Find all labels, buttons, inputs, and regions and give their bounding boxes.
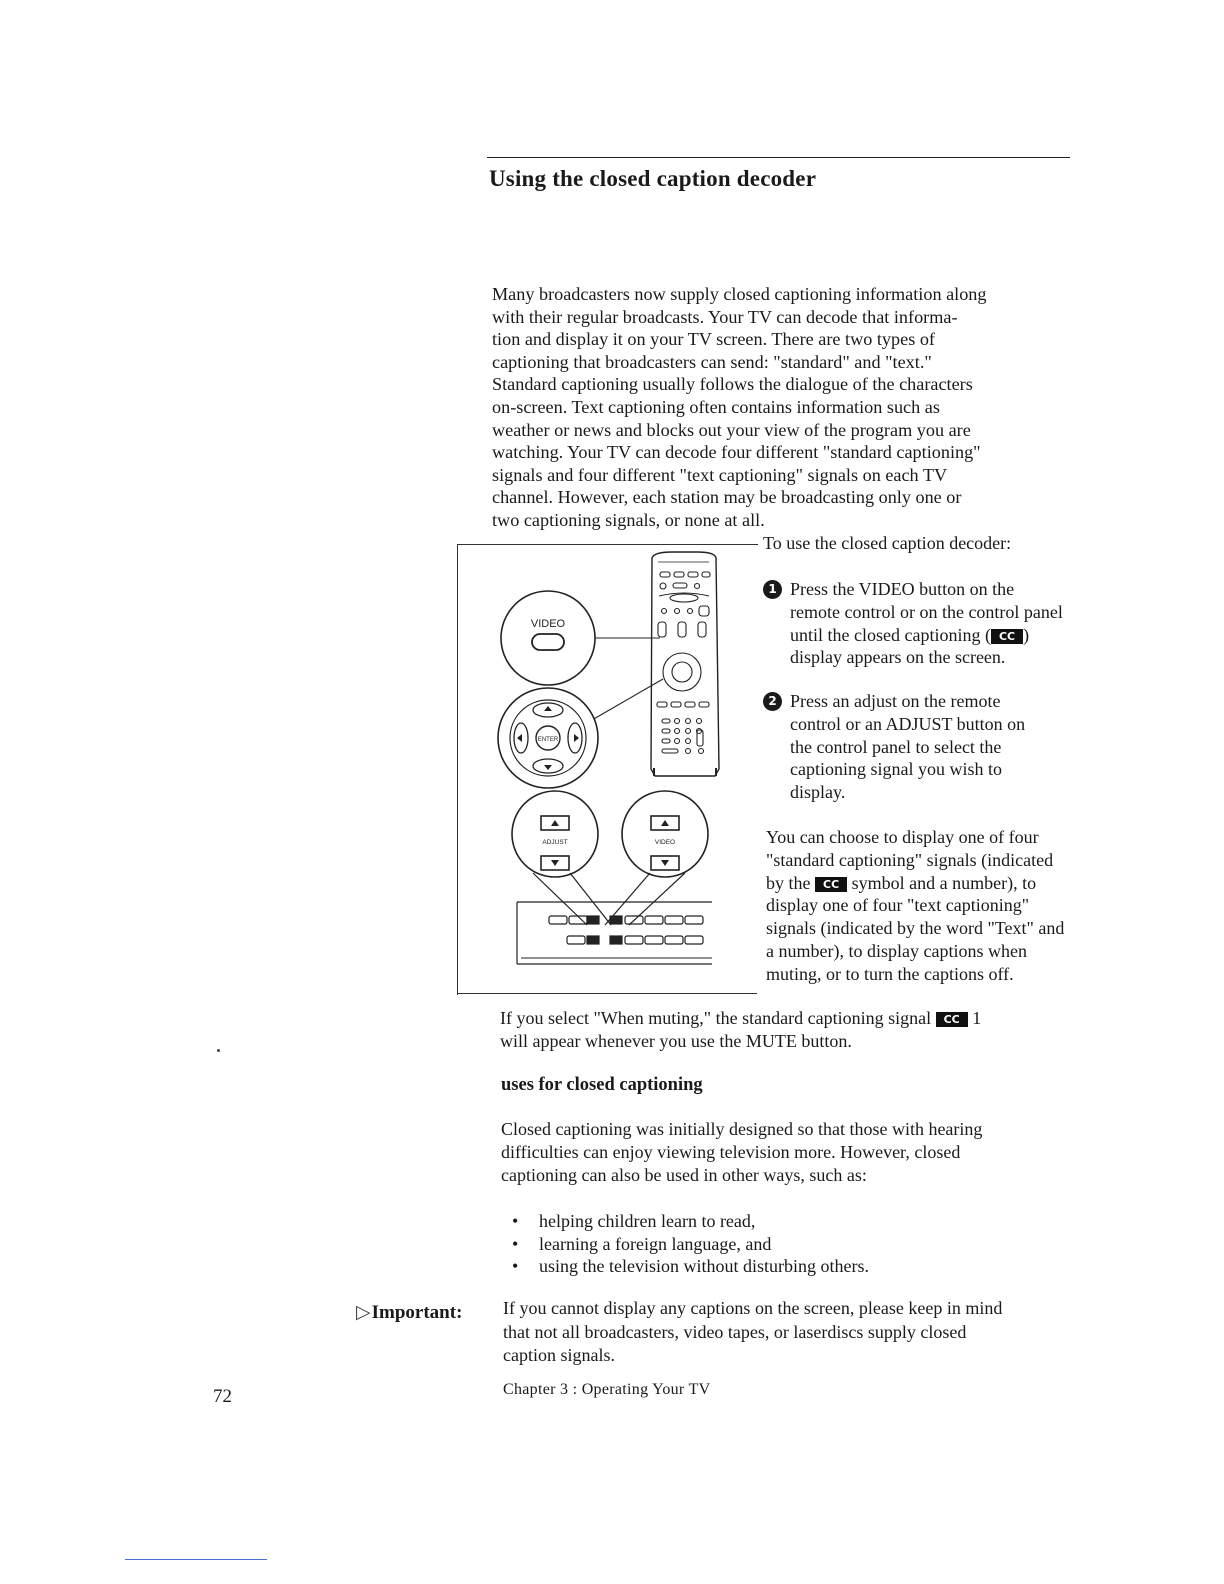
step-line: remote control or on the control panel [790,601,1063,622]
step-line: the control panel to select the [790,736,1002,757]
step-number-badge: 2 [763,692,782,711]
muting-line-part: 1 [967,1008,982,1028]
cc-icon: CC [815,877,847,892]
muting-paragraph [500,1007,981,1053]
step-1-text [790,578,1120,669]
intro-line: channel. However, each station may be broadcasting only one or [492,487,962,508]
adjust-button-label: ADJUST [542,839,568,846]
intro-line: tion and display it on your TV screen. There are two types of [492,329,935,350]
caption-options-paragraph [766,826,1116,986]
video-button-label: VIDEO [530,618,566,630]
uses-line: Closed captioning was initially designed so that those with hearing [501,1119,983,1139]
remote-control-illustration [457,544,757,994]
list-item: • helping children learn to read, [512,1210,869,1233]
page-title: Using the closed caption decoder [489,166,817,191]
important-line: that not all broadcasters, video tapes, or laserdiscs supply closed [503,1321,967,1342]
choose-line [766,872,1116,895]
page-number: 72 [213,1386,232,1407]
video-panel-label: VIDEO [654,839,676,846]
step-line-part: until the closed captioning ( [790,624,991,645]
title-rule [487,157,1070,158]
choose-line: muting, or to turn the captions off. [766,963,1014,984]
intro-line: two captioning signals, or none at all. [492,509,765,530]
triangle-arrow-icon: ▷ [356,1302,371,1323]
muting-line: will appear whenever you use the MUTE button. [500,1030,852,1051]
important-note [503,1297,1002,1368]
cc-icon: CC [991,629,1023,644]
intro-line: on-screen. Text captioning often contains information such as [492,396,940,417]
intro-line: captioning that broadcasters can send: "standard" and "text." [492,351,932,372]
adjust-button-callout [512,791,598,877]
step-line-part: ) [1023,624,1030,645]
choose-line: "standard captioning" signals (indicated [766,849,1054,870]
choose-line: signals (indicated by the word "Text" and [766,918,1065,939]
uses-line: difficulties can enjoy viewing television more. However, closed [501,1141,961,1162]
step-2-text [790,690,1120,804]
direction-pad-callout [498,679,663,788]
choose-line: display one of four "text captioning" [766,895,1030,916]
step-line: captioning signal you wish to [790,759,1002,780]
intro-line: signals and four different "text captioning" signals on each TV [492,464,948,485]
step-line [790,624,1120,647]
important-line: If you cannot display any captions on the screen, please keep in mind [503,1298,1003,1318]
section-subheading: uses for closed captioning [501,1075,703,1095]
bottom-divider [125,1559,267,1560]
remote-control [651,552,719,776]
video-button-callout [501,591,660,685]
uses-line: captioning can also be used in other ways, such as: [501,1164,867,1185]
choose-line-part: symbol and a number), to [847,872,1037,893]
scan-speck [217,1049,220,1052]
control-panel [517,873,712,964]
instructions-heading: To use the closed caption decoder: [763,533,1012,553]
important-line: caption signals. [503,1345,615,1365]
intro-line: watching. Your TV can decode four different "standard captioning" [492,442,981,463]
intro-line: Many broadcasters now supply closed captioning information along [492,284,987,304]
step-line: control or an ADJUST button on [790,713,1026,734]
step-line: display. [790,782,846,803]
step-line: display appears on the screen. [790,647,1006,668]
step-number-badge: 1 [763,580,782,599]
choose-line: a number), to display captions when [766,940,1027,961]
important-label [356,1301,462,1324]
choose-line-part: by the [766,872,815,893]
intro-paragraph [492,283,1082,532]
choose-line: You can choose to display one of four [766,827,1039,847]
list-item: • learning a foreign language, and [512,1233,869,1256]
muting-line [500,1007,981,1030]
uses-paragraph [501,1118,982,1186]
cc-icon: CC [936,1012,968,1027]
enter-button-label: ENTER [537,737,559,743]
important-label-text: Important: [371,1302,463,1323]
chapter-footer: Chapter 3 : Operating Your TV [503,1381,711,1398]
muting-line-part: If you select "When muting," the standard captioning signal [500,1008,936,1028]
uses-bullet-list [512,1210,869,1278]
intro-line: weather or news and blocks out your view of the program you are [492,419,971,440]
intro-line: with their regular broadcasts. Your TV can decode that informa- [492,306,958,327]
step-line: Press the VIDEO button on the [790,579,1015,599]
video-panel-callout [622,791,708,877]
intro-line: Standard captioning usually follows the dialogue of the characters [492,374,973,395]
step-line: Press an adjust on the remote [790,691,1001,711]
list-item: • using the television without disturbing others. [512,1255,869,1278]
